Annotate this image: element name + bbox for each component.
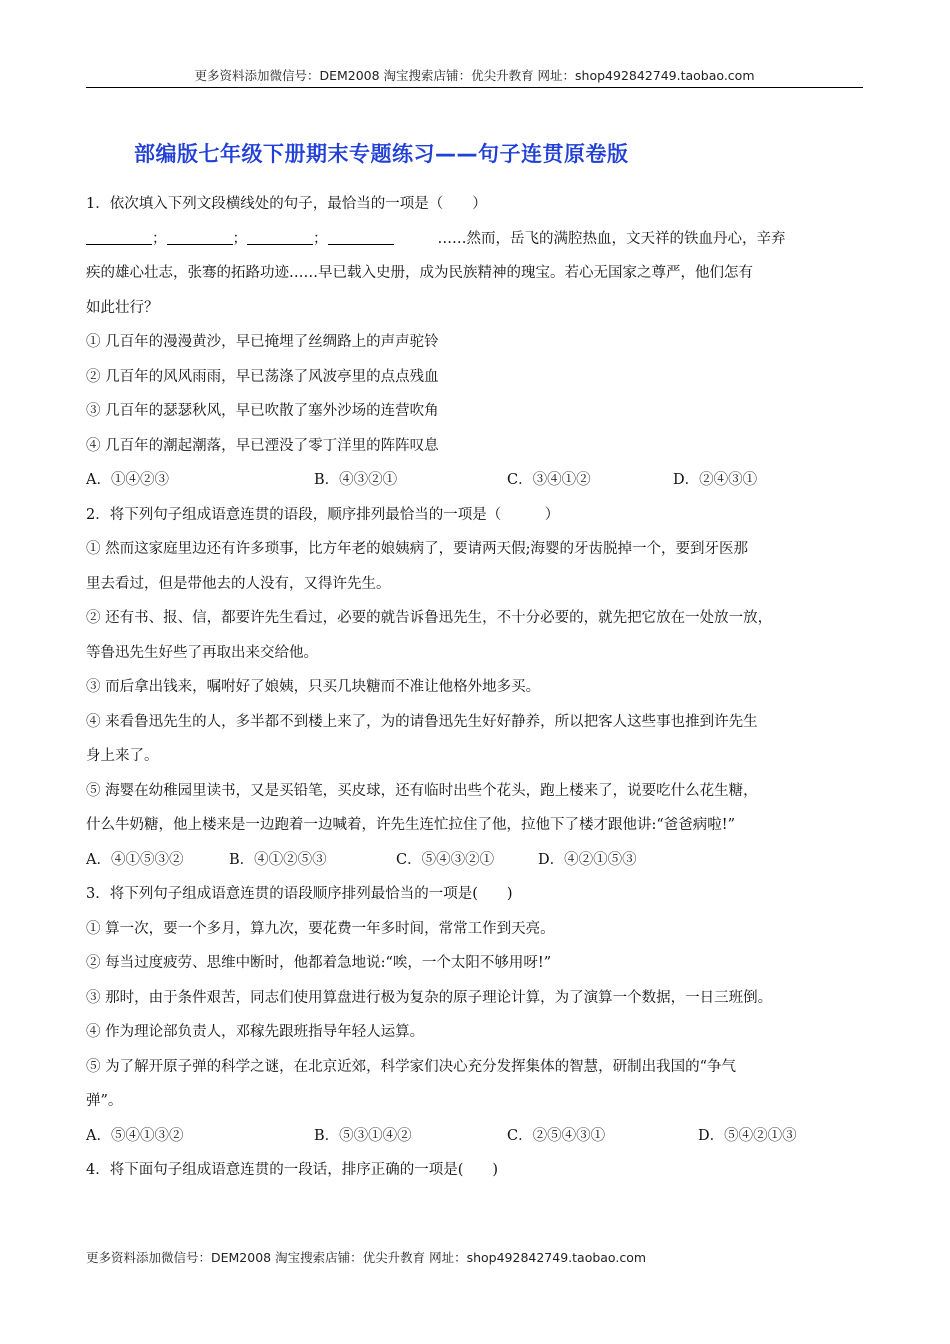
q2-option-d[interactable]: D．④②①⑤③ bbox=[538, 851, 637, 868]
q1-blank-3[interactable] bbox=[247, 228, 313, 245]
q1-blank-line bbox=[86, 227, 876, 262]
q2-options bbox=[86, 848, 876, 883]
q1-stem: 1．依次填入下列文段横线处的句子，最恰当的一项是（ ） bbox=[86, 196, 487, 212]
header-contact-note: 更多资料添加微信号：DEM2008 淘宝搜索店铺：优尖升教育 网址：shop492842749.taobao.com bbox=[194, 68, 755, 83]
q1-option-c[interactable]: C．③④①② bbox=[507, 472, 591, 488]
q1-blank-4[interactable] bbox=[328, 228, 394, 245]
q2-line: ④ 来看鲁迅先生的人，多半都不到楼上来了，为的请鲁迅先生好好静养，所以把客人这些事也推到许先生 bbox=[86, 713, 758, 730]
q2-stem: 2．将下列句子组成语意连贯的语段，顺序排列最恰当的一项是（ ） bbox=[86, 506, 560, 523]
q1-option-a[interactable]: A．①④②③ bbox=[86, 472, 169, 488]
q2-line: ① 然而这家庭里边还有许多琐事，比方年老的娘姨病了，要请两天假;海婴的牙齿脱掉一个，要到牙医那 bbox=[86, 541, 748, 557]
q3-option-c[interactable]: C．②⑤④③① bbox=[507, 1127, 606, 1144]
q1-item: ③ 几百年的瑟瑟秋风，早已吹散了塞外沙场的连营吹角 bbox=[86, 403, 439, 419]
q1-option-b[interactable]: B．④③②① bbox=[314, 472, 398, 488]
q3-line: ③ 那时，由于条件艰苦，同志们使用算盘进行极为复杂的原子理论计算，为了演算一个数据，一日三班倒。 bbox=[86, 989, 773, 1006]
q3-line: ④ 作为理论部负责人，邓稼先跟班指导年轻人运算。 bbox=[86, 1024, 425, 1040]
footer-contact-note: 更多资料添加微信号：DEM2008 淘宝搜索店铺：优尖升教育 网址：shop492842749.taobao.com bbox=[86, 1250, 647, 1265]
page-title: 部编版七年级下册期末专题练习——句子连贯原卷版 bbox=[134, 142, 629, 166]
q2-line: 身上来了。 bbox=[86, 748, 159, 764]
q3-option-b[interactable]: B．⑤③①④② bbox=[314, 1127, 412, 1144]
q2-line: 里去看过，但是带他去的人没有，又得许先生。 bbox=[86, 575, 391, 592]
q3-line: 弹”。 bbox=[86, 1093, 123, 1109]
q3-line: ① 算一次，要一个多月，算九次，要花费一年多时间，常常工作到天亮。 bbox=[86, 920, 555, 937]
q1-item: ① 几百年的漫漫黄沙，早已掩埋了丝绸路上的声声驼铃 bbox=[86, 334, 439, 350]
header-divider bbox=[86, 87, 863, 88]
q1-item: ② 几百年的风风雨雨，早已荡涤了风波亭里的点点残血 bbox=[86, 368, 439, 385]
q2-line: ⑤ 海婴在幼稚园里读书，又是买铅笔，买皮球，还有临时出些个花头，跑上楼来了，说要吃什么花生糖， bbox=[86, 782, 758, 799]
q3-options bbox=[86, 1124, 876, 1159]
q2-line: ② 还有书、报、信，都要许先生看过，必要的就告诉鲁迅先生，不十分必要的，就先把它放在一处放一放， bbox=[86, 610, 773, 626]
q1-options bbox=[86, 468, 876, 503]
q3-line: ② 每当过度疲劳、思维中断时，他都着急地说:“唉，一个太阳不够用呀!” bbox=[86, 955, 552, 971]
q1-passage-start: ……然而，岳飞的满腔热血，文天祥的铁血丹心，辛弃 bbox=[437, 230, 786, 247]
q3-option-a[interactable]: A．⑤④①③② bbox=[86, 1127, 184, 1144]
q1-blank-sep: ； bbox=[313, 230, 328, 247]
q2-line: ③ 而后拿出钱来，嘱咐好了娘姨，只买几块糖而不准让他格外地多买。 bbox=[86, 679, 541, 695]
q2-line: 什么牛奶糖，他上楼来是一边跑着一边喊着，许先生连忙拉住了他，拉他下了楼才跟他讲:“爸爸病啦!” bbox=[86, 817, 736, 833]
q2-option-b[interactable]: B．④①②⑤③ bbox=[229, 851, 327, 868]
q2-option-a[interactable]: A．④①⑤③② bbox=[86, 851, 184, 868]
q1-blank-1[interactable] bbox=[86, 228, 152, 245]
q3-option-d[interactable]: D．⑤④②①③ bbox=[698, 1127, 797, 1144]
q3-stem: 3．将下列句子组成语意连贯的语段顺序排列最恰当的一项是( ) bbox=[86, 886, 513, 902]
q3-line: ⑤ 为了解开原子弹的科学之谜，在北京近郊，科学家们决心充分发挥集体的智慧，研制出我国的“争气 bbox=[86, 1058, 737, 1075]
question-list bbox=[86, 192, 876, 1193]
q1-blank-2[interactable] bbox=[167, 228, 233, 245]
q1-passage-line: 如此壮行？ bbox=[86, 299, 159, 316]
q1-blank-sep: ； bbox=[152, 230, 167, 247]
q1-passage-line: 疾的雄心壮志，张骞的拓路功迹……早已载入史册，成为民族精神的瑰宝。若心无国家之尊严，他们怎有 bbox=[86, 265, 753, 281]
q1-option-d[interactable]: D．②④③① bbox=[673, 472, 758, 488]
q1-item: ④ 几百年的潮起潮落，早已湮没了零丁洋里的阵阵叹息 bbox=[86, 437, 439, 454]
q2-option-c[interactable]: C．⑤④③②① bbox=[396, 851, 495, 868]
q1-blank-sep: ； bbox=[232, 230, 247, 247]
q4-stem: 4．将下面句子组成语意连贯的一段话，排序正确的一项是( ) bbox=[86, 1162, 499, 1178]
q2-line: 等鲁迅先生好些了再取出来交给他。 bbox=[86, 644, 318, 661]
